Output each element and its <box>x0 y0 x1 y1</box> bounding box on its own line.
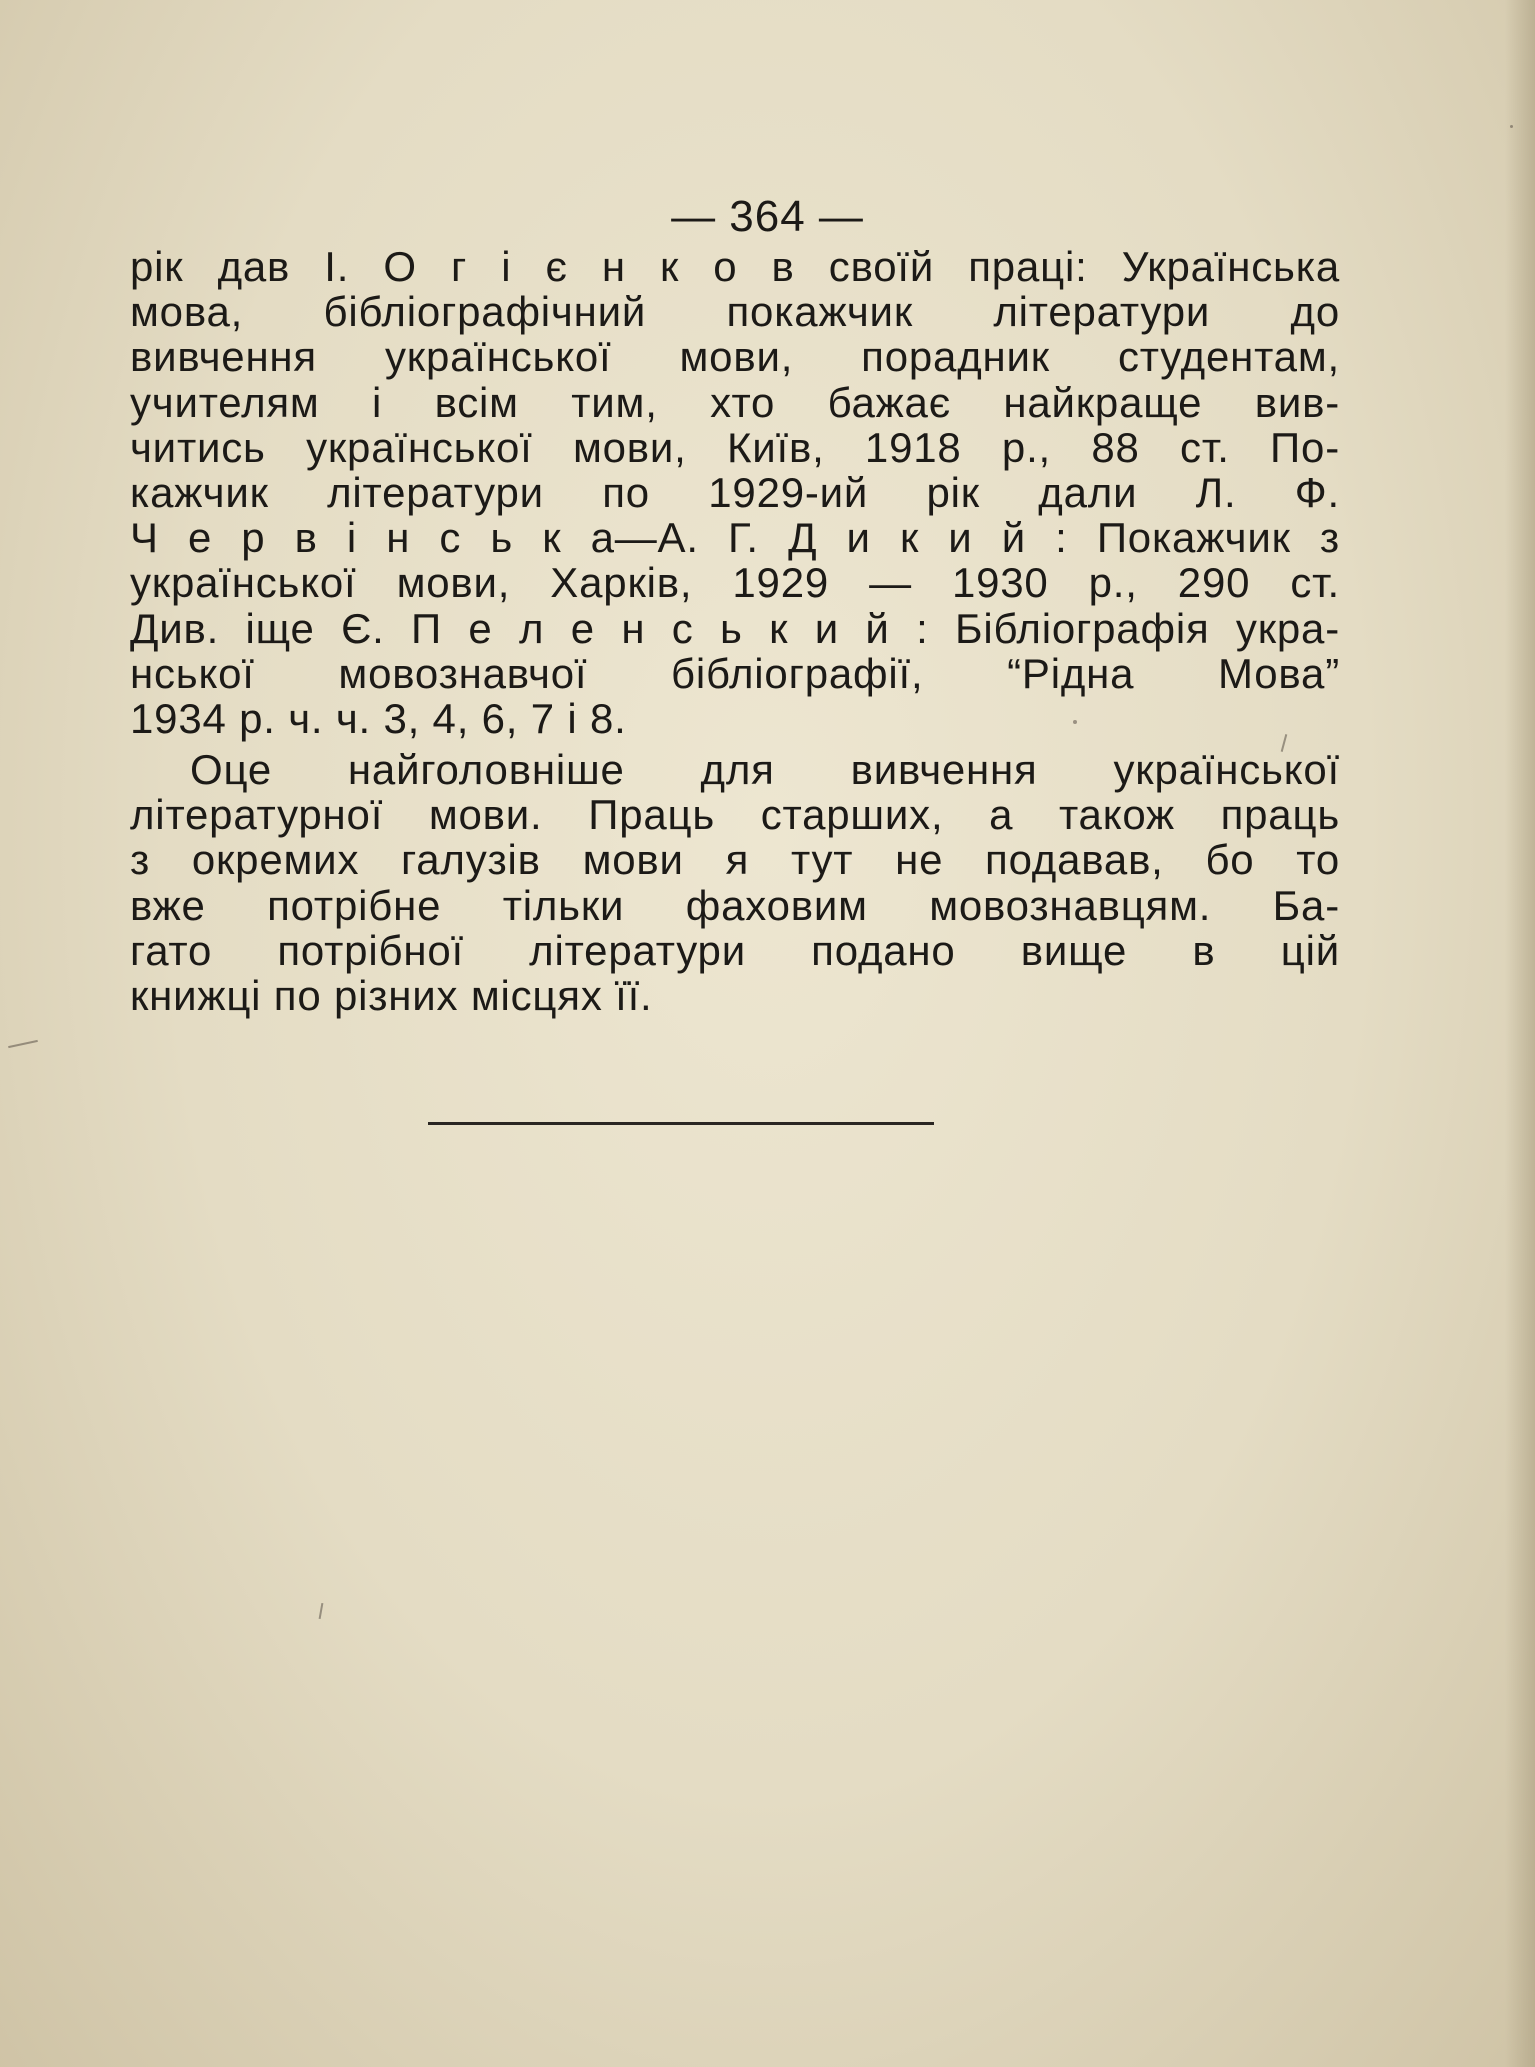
text-line: Див. іще Є. П е л е н с ь к и й : Бібліографія укра- <box>130 604 1340 652</box>
text-line: гато потрібної літератури подано вище в цій <box>130 926 1340 974</box>
text-line: мова, бібліографічний покажчик літератури до <box>130 288 1340 336</box>
text-line: книжці по різних місцях її. <box>130 972 653 1019</box>
paragraph-summary <box>130 747 1340 1018</box>
text-line: учителям і всім тим, хто бажає найкраще вив- <box>130 378 1340 426</box>
text-line: кажчик літератури по 1929-ий рік дали Л. Ф. <box>130 468 1340 516</box>
paper-speck <box>1510 125 1513 128</box>
text-line: вже потрібне тільки фаховим мовознавцям. Ба- <box>130 881 1340 929</box>
paper-speck <box>319 1603 324 1619</box>
text-line: 1934 р. ч. ч. 3, 4, 6, 7 і 8. <box>130 694 627 742</box>
text-line: читись української мови, Київ, 1918 р., 88 ст. По- <box>130 423 1340 471</box>
end-rule <box>428 1122 934 1125</box>
text-line: рік дав І. О г і є н к о в своїй праці: Українська <box>130 243 1340 290</box>
text-line: нської мовознавчої бібліографії, “Рідна Мова” <box>130 649 1340 697</box>
text-line: Ч е р в і н с ь к а—А. Г. Д и к и й : Покажчик з <box>130 514 1340 562</box>
text-line: з окремих галузів мови я тут не подавав, бо то <box>130 836 1340 884</box>
body-text <box>130 244 1340 1018</box>
paper-speck <box>1073 720 1077 724</box>
paragraph-bibliography <box>130 244 1340 741</box>
text-line: літературної мови. Праць старших, а також праць <box>130 791 1340 839</box>
page-number: — 364 — <box>671 192 864 241</box>
paper-speck <box>8 1040 38 1048</box>
text-line: української мови, Харків, 1929 — 1930 р., 290 ст. <box>130 559 1340 607</box>
text-line: Оце найголовніше для вивчення української <box>190 746 1340 794</box>
page-edge-shadow <box>1505 0 1535 2067</box>
text-line: вивчення української мови, порадник студентам, <box>130 333 1340 381</box>
